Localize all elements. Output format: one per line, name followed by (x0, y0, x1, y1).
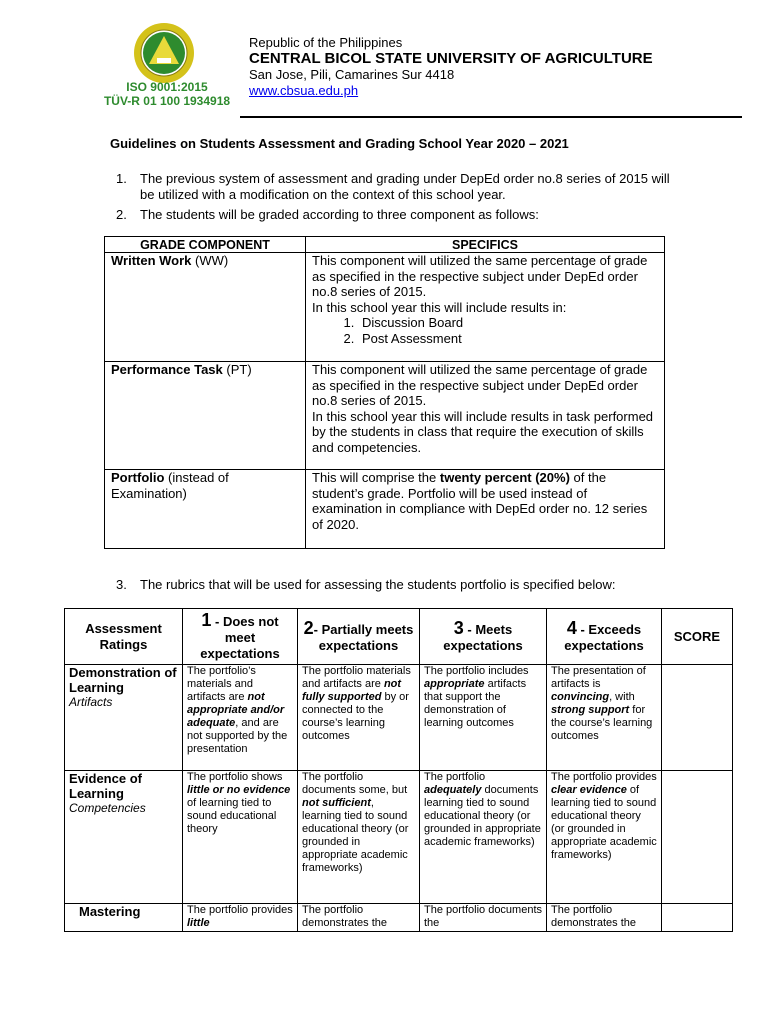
cell-emphasis: strong support (551, 704, 630, 716)
specifics-desc: This component will utilized the same percentage of grade as specified in the respective subject under DepEd order no.8 series of 2015. (312, 253, 648, 299)
cell-text: The portfolio documents some, but (302, 771, 408, 796)
rubric-cell (547, 665, 662, 771)
header-specifics: SPECIFICS (306, 237, 665, 253)
cell-text: documents learning tied to sound educational theory (or grounded in appropriate academic frameworks) (424, 784, 541, 848)
list-number: 3. (116, 577, 127, 592)
rubric-cell (420, 771, 547, 904)
rating-text: - Meets expectations (443, 621, 523, 653)
header-rating-2 (298, 609, 420, 665)
score-cell[interactable] (662, 665, 733, 771)
specifics-text: of the student’s grade. Portfolio will be used instead of examination in compliance with DepEd order no. 12 series of 2020. (312, 470, 648, 532)
cell-text: , learning tied to sound educational theory (or grounded in appropriate academic frameworks) (302, 797, 409, 874)
cell-emphasis: not appropriate and/or adequate (187, 691, 285, 729)
header-score: SCORE (662, 609, 733, 665)
university-name: CENTRAL BICOL STATE UNIVERSITY OF AGRICULTURE (249, 50, 653, 67)
criterion-cell (65, 904, 183, 932)
iso-line1: ISO 9001:2015 (126, 80, 208, 94)
rubric-cell (420, 665, 547, 771)
list-text: The students will be graded according to three component as follows: (140, 207, 539, 222)
score-cell[interactable] (662, 771, 733, 904)
component-abbr: (WW) (191, 253, 229, 268)
list-text: The rubrics that will be used for assessing the students portfolio is specified below: (140, 577, 616, 592)
header-divider (240, 116, 742, 118)
cell-text: of learning tied to sound educational theory (or grounded in appropriate academic frameworks) (551, 784, 657, 861)
iso-line2: TÜV-R 01 100 1934918 (103, 94, 231, 108)
cell-emphasis: appropriate (424, 678, 485, 690)
list-number: 2. (116, 207, 127, 222)
specifics-text: This will comprise the (312, 470, 440, 485)
cell-text: , and are not supported by the presentation (187, 717, 288, 755)
specifics-cell (306, 470, 665, 549)
rubric-cell (183, 771, 298, 904)
cell-text: , with (609, 691, 635, 703)
header-grade-component: GRADE COMPONENT (105, 237, 306, 253)
rating-number: 4 (566, 617, 577, 638)
score-cell[interactable] (662, 904, 733, 932)
header-rating-4 (547, 609, 662, 665)
list-item: 2. Post Assessment (358, 331, 658, 347)
rubric-cell (183, 665, 298, 771)
cell-text: artifacts that support the demonstration of learning outcomes (424, 678, 527, 729)
table-row (105, 362, 665, 470)
specifics-desc2: In this school year this will include results in task performed by the students in class that require the execution of skills and competencies. (312, 408, 654, 455)
rating-number: 2 (303, 617, 314, 638)
table-row (65, 904, 733, 932)
rubric-cell (298, 665, 420, 771)
list-number: 1. (116, 171, 127, 186)
rating-number: 1 (201, 609, 212, 630)
list-item (116, 207, 676, 223)
component-cell (105, 362, 306, 470)
rating-number: 3 (453, 617, 464, 638)
cell-text: The portfolio materials and artifacts are (302, 665, 411, 690)
component-name: Written Work (111, 253, 192, 268)
header-rating-1 (183, 609, 298, 665)
cell-text: The portfolio includes (424, 665, 529, 677)
rating-text: - Partially meets expectations (313, 621, 414, 653)
criterion-label: Demonstration of Learning (69, 665, 177, 695)
cell-text: by or connected to the course’s learning outcomes (302, 691, 409, 742)
table-row (105, 470, 665, 549)
component-abbr: (PT) (222, 362, 252, 377)
cell-text: The portfolio’s materials and artifacts are (187, 665, 256, 703)
list-text: The previous system of assessment and grading under DepEd order no.8 series of 2015 will be utilized with a modification on the context of this school year. (140, 171, 670, 202)
university-seal (133, 22, 195, 84)
rubric-cell: The portfolio demonstrates the (298, 904, 420, 932)
header-rating-3 (420, 609, 547, 665)
cell-text: The presentation of artifacts is (551, 665, 646, 690)
criterion-label: Evidence of Learning (69, 771, 142, 801)
list-item: 1. Discussion Board (358, 315, 658, 331)
cell-text: The portfolio shows (187, 771, 283, 783)
header-assessment-ratings: Assessment Ratings (65, 609, 183, 665)
criterion-label: Mastering (79, 904, 141, 919)
component-name: Performance Task (111, 362, 223, 377)
rubric-cell (547, 771, 662, 904)
component-name: Portfolio (111, 470, 165, 485)
cell-text: The portfolio (424, 771, 486, 783)
cell-emphasis: little or no evidence (187, 784, 291, 796)
specifics-list (312, 315, 658, 346)
letterhead (249, 35, 653, 98)
rubric-cell (183, 904, 298, 932)
cell-text: The portfolio provides (187, 904, 293, 916)
specifics-desc: This component will utilized the same percentage of grade as specified in the respective subject under DepEd order no.8 series of 2015. (312, 362, 648, 408)
cell-emphasis: not sufficient (302, 797, 371, 809)
table-row (65, 771, 733, 904)
table-header-row (105, 237, 665, 253)
component-abbr: (instead of Examination) (111, 470, 229, 501)
rubric-cell (298, 771, 420, 904)
specifics-bold: twenty percent (20%) (439, 470, 570, 485)
cell-text: The portfolio provides (551, 771, 657, 783)
specifics-desc2: In this school year this will include results in: (312, 299, 567, 315)
website-link[interactable]: www.cbsua.edu.ph (249, 83, 359, 98)
cell-text: of learning tied to sound educational theory (187, 797, 277, 835)
seal-icon (133, 22, 195, 84)
rubric-table (64, 608, 733, 932)
rubric-cell: The portfolio demonstrates the (547, 904, 662, 932)
rating-text: - Exceeds expectations (564, 621, 644, 653)
cell-emphasis: adequately (424, 784, 482, 796)
criterion-sub: Competencies (69, 801, 146, 815)
list-item (116, 577, 676, 593)
iso-certification (96, 80, 238, 108)
specifics-cell (306, 253, 665, 362)
cell-emphasis: little (187, 917, 210, 929)
cell-emphasis: not fully supported (302, 678, 402, 703)
criterion-cell (65, 665, 183, 771)
rating-text: - Does not meet expectations (200, 613, 280, 661)
republic-text: Republic of the Philippines (249, 35, 403, 50)
component-cell (105, 470, 306, 549)
specifics-cell (306, 362, 665, 470)
component-cell (105, 253, 306, 362)
table-row (105, 253, 665, 362)
list-item (116, 171, 676, 203)
table-row (65, 665, 733, 771)
cell-text: for the course’s learning outcomes (551, 704, 653, 742)
cell-emphasis: clear evidence (551, 784, 627, 796)
grade-component-table (104, 236, 665, 549)
table-header-row (65, 609, 733, 665)
rubric-cell: The portfolio documents the (420, 904, 547, 932)
criterion-cell (65, 771, 183, 904)
page-title: Guidelines on Students Assessment and Grading School Year 2020 – 2021 (110, 136, 569, 151)
address-text: San Jose, Pili, Camarines Sur 4418 (249, 67, 455, 82)
criterion-sub: Artifacts (69, 695, 113, 709)
cell-emphasis: convincing (551, 691, 610, 703)
